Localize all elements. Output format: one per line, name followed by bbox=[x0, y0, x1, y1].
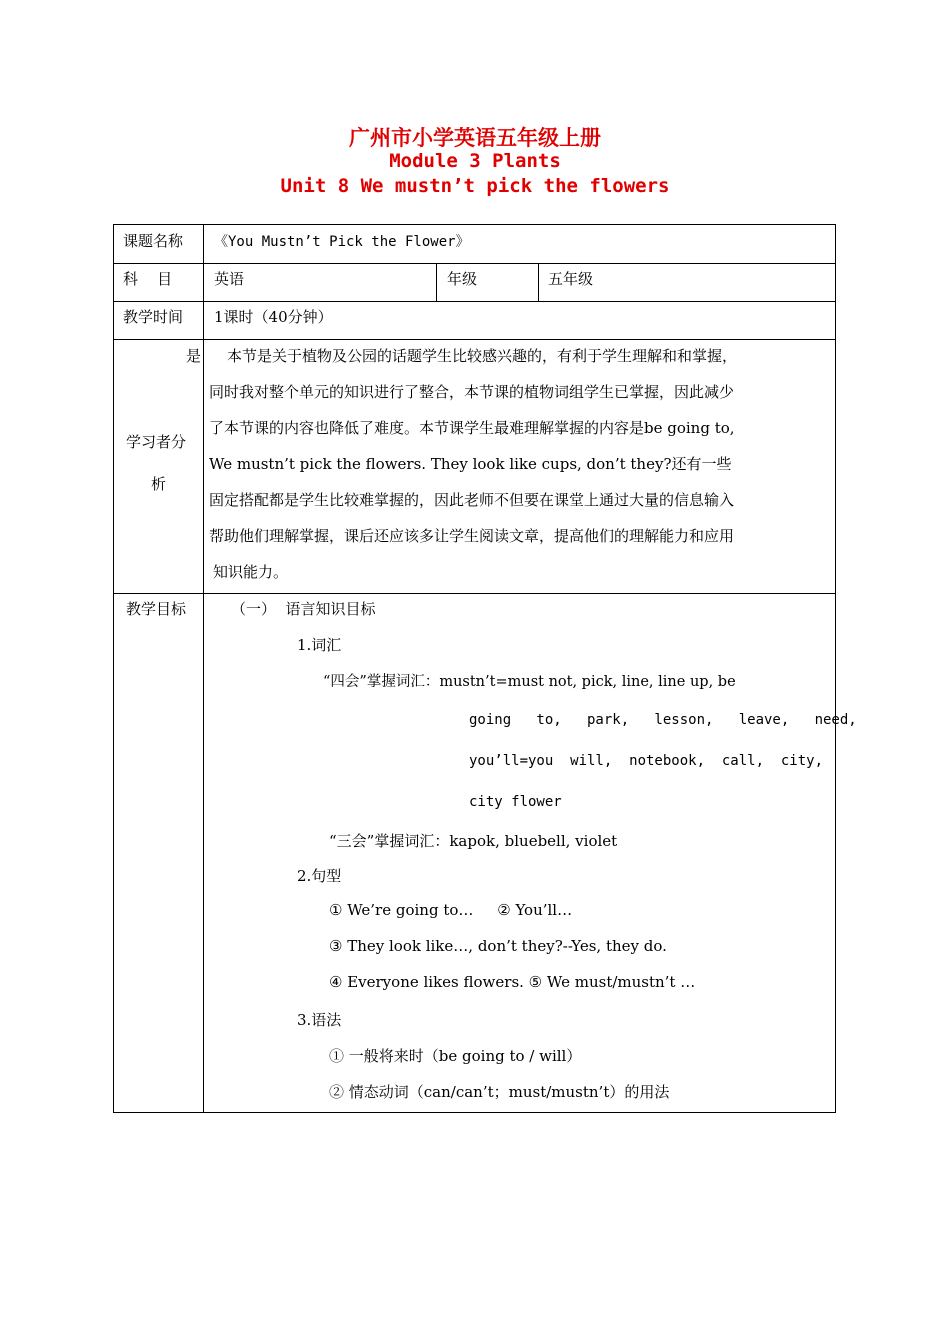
grammar-item: ① 一般将来时（be going to / will） bbox=[329, 1047, 582, 1065]
goals-section-heading: （一） 语言知识目标 bbox=[231, 600, 376, 618]
sentence-pattern: ④ Everyone likes flowers. ⑤ We must/mustn’t … bbox=[329, 973, 696, 991]
vocab-heading: 1.词汇 bbox=[297, 636, 342, 654]
learner-analysis-label: 学习者分 bbox=[126, 433, 187, 451]
grade-value: 五年级 bbox=[548, 270, 594, 288]
analysis-line: 同时我对整个单元的知识进行了整合，本节课的植物词组学生已掌握，因此减少 bbox=[209, 383, 735, 401]
row-divider bbox=[114, 593, 835, 594]
row-divider bbox=[114, 263, 835, 264]
three-skill-vocab: “三会”掌握词汇：kapok, bluebell, violet bbox=[329, 832, 618, 850]
four-skill-vocab: “四会”掌握词汇：mustn’t=must not, pick, line, line up, be bbox=[323, 674, 736, 690]
title-unit: Unit 8 We mustn’t pick the flowers bbox=[280, 175, 670, 197]
title-chinese: 广州市小学英语五年级上册 bbox=[349, 125, 601, 150]
course-name-value: 《You Mustn’t Pick the Flower》 bbox=[214, 234, 470, 250]
subject-value: 英语 bbox=[214, 270, 245, 288]
row-divider bbox=[114, 301, 835, 302]
subject-label: 科 目 bbox=[123, 270, 173, 288]
grammar-item: ② 情态动词（can/can’t；must/mustn’t）的用法 bbox=[329, 1083, 670, 1101]
course-name-label: 课题名称 bbox=[123, 232, 184, 250]
sentence-patterns-heading: 2.句型 bbox=[297, 867, 342, 885]
analysis-line: 帮助他们理解掌握，课后还应该多让学生阅读文章，提高他们的理解能力和应用 bbox=[209, 527, 735, 545]
stray-character: 是 bbox=[186, 347, 202, 365]
title-module: Module 3 Plants bbox=[389, 150, 561, 172]
column-divider bbox=[436, 263, 437, 301]
teaching-time-value: 1课时（40分钟） bbox=[214, 308, 333, 326]
grade-label: 年级 bbox=[447, 270, 478, 288]
teaching-goals-label: 教学目标 bbox=[126, 600, 187, 618]
analysis-line: We mustn’t pick the flowers. They look like cups, don’t they?还有一些 bbox=[209, 455, 732, 473]
four-skill-vocab-cont: city flower bbox=[469, 794, 562, 810]
lesson-plan-table bbox=[113, 224, 857, 1113]
column-divider bbox=[203, 225, 204, 1112]
four-skill-vocab-cont: you’ll=you will, notebook, call, city, bbox=[469, 753, 824, 769]
teaching-time-label: 教学时间 bbox=[123, 308, 184, 326]
analysis-line: 固定搭配都是学生比较难掌握的，因此老师不但要在课堂上通过大量的信息输入 bbox=[209, 491, 735, 509]
learner-analysis-label-cont: 析 bbox=[151, 475, 167, 493]
four-skill-vocab-cont: going to, park, lesson, leave, need, bbox=[469, 712, 857, 728]
analysis-line: 知识能力。 bbox=[213, 563, 289, 581]
column-divider bbox=[538, 263, 539, 301]
analysis-line: 本节是关于植物及公园的话题学生比较感兴趣的，有利于学生理解和和掌握， bbox=[227, 347, 738, 365]
grammar-heading: 3.语法 bbox=[297, 1011, 342, 1029]
analysis-line: 了本节课的内容也降低了难度。本节课学生最难理解掌握的内容是be going to, bbox=[209, 419, 735, 437]
row-divider bbox=[114, 339, 835, 340]
sentence-pattern: ③ They look like…, don’t they?--Yes, they do. bbox=[329, 937, 667, 955]
sentence-pattern: ① We’re going to… ② You’ll… bbox=[329, 901, 573, 919]
